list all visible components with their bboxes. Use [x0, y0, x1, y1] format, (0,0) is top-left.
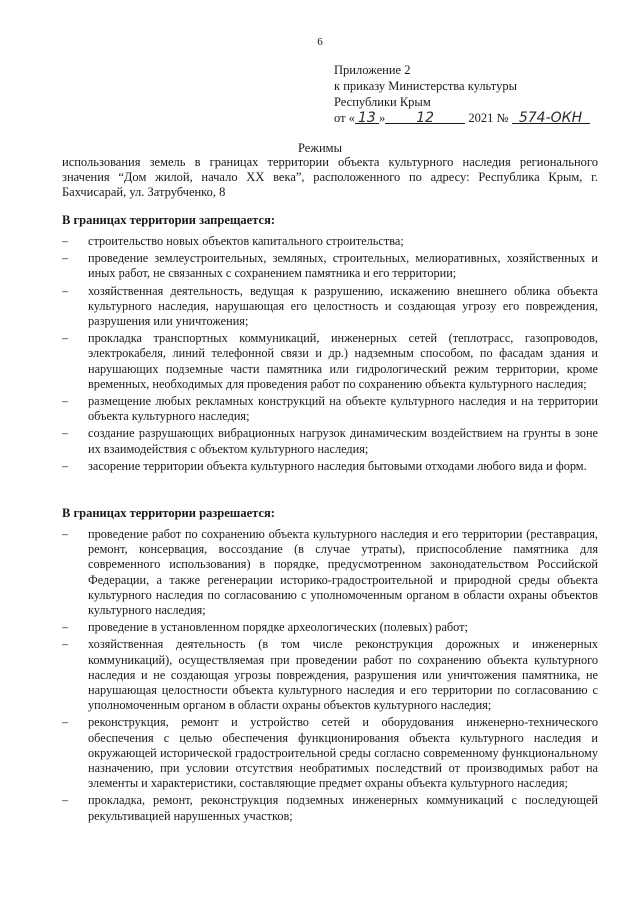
- list-item: – хозяйственная деятельность, ведущая к разрушению, искажению внешнего облика объекта культурного наследия, нарушающая его целостность и создающая угрозу его повреждения, разрушения или уничтожения;: [62, 284, 598, 330]
- list-item: – прокладка, ремонт, реконструкция подземных инженерных коммуникаций с последующей рекультивацией нарушенных участков;: [62, 793, 598, 823]
- list-item: – засорение территории объекта культурного наследия бытовыми отходами любого вида и форм.: [62, 459, 598, 474]
- list-item: – проведение землеустроительных, земляных, строительных, мелиоративных, хозяйственных и иных работ, не связанных с сохранением памятника и его территории;: [62, 251, 598, 281]
- appendix-region: Республики Крым: [334, 95, 431, 109]
- list-item: – размещение любых рекламных конструкций на объекте культурного наследия и на территории объекта культурного наследия;: [62, 394, 598, 424]
- date-prefix: от «: [334, 111, 355, 125]
- appendix-order-ref: к приказу Министерства культуры: [334, 79, 517, 93]
- appendix-title: Приложение 2: [334, 63, 411, 77]
- appendix-block: [334, 62, 614, 126]
- allowed-heading: В границах территории разрешается:: [62, 506, 275, 520]
- appendix-date-line: [334, 110, 614, 126]
- list-item: – строительство новых объектов капитального строительства;: [62, 234, 598, 249]
- page-number: 6: [317, 36, 323, 48]
- list-item: – реконструкция, ремонт и устройство сетей и оборудования инженерно-технического обеспечения с целью обеспечения функционирования объекта культурного наследия и окружающей исторической градостроительной среды согласно современному функциональному назначению, при условии отсутствия необратимых последствий от производимых работ на элементы и характеристики, составляющие предмет охраны объекта культурного наследия;: [62, 715, 598, 791]
- list-item: – проведение работ по сохранению объекта культурного наследия и его территории (реставрация, ремонт, консервация, воссоздание (в случае утраты), приспособление памятника для современного использования) в порядке, предусмотренном законодательством Российской Федерации, а также регенерации историко-градостроительной и природной среды объекта культурного наследия по согласованию с уполномоченным органом в области охраны объектов культурного наследия;: [62, 527, 598, 618]
- date-month: 12: [385, 110, 465, 124]
- document-title: Режимы: [298, 141, 342, 155]
- list-item: – прокладка транспортных коммуникаций, инженерных сетей (теплотрасс, газопроводов, электрокабеля, линий телефонной связи и др.) надземным способом, по фасадам здания и нарушающих подземные части памятника или гидрологический режим территории, кроме временных, необходимых для проведения работ по сохранению объекта культурного наследия;: [62, 331, 598, 392]
- prohibited-list: [62, 234, 598, 476]
- intro-paragraph: использования земель в границах территории объекта культурного наследия регионального значения “Дом жилой, начало ХХ века”, расположенного по адресу: Республика Крым, г. Бахчисарай, ул. Затрубченко, 8: [62, 155, 598, 199]
- order-number: 574-ОКН: [512, 110, 590, 124]
- allowed-list: [62, 527, 598, 826]
- date-year: 2021 №: [468, 111, 509, 125]
- date-day: 13: [355, 110, 379, 124]
- date-mid: »: [378, 111, 386, 125]
- list-item: – проведение в установленном порядке археологических (полевых) работ;: [62, 620, 598, 635]
- prohibited-heading: В границах территории запрещается:: [62, 213, 276, 227]
- list-item: – создание разрушающих вибрационных нагрузок динамическим воздействием на грунты в зоне их взаимодействия с объектом культурного наследия;: [62, 426, 598, 456]
- list-item: – хозяйственная деятельность (в том числе реконструкция дорожных и инженерных коммуникаций), осуществляемая при проведении работ по сохранению объекта культурного наследия и не создающая угрозы повреждения, разрушения или уничтожения памятника, не нарушающая целостности объекта культурного наследия и его территории по согласованию с уполномоченным органом в области охраны объектов культурного наследия;: [62, 637, 598, 713]
